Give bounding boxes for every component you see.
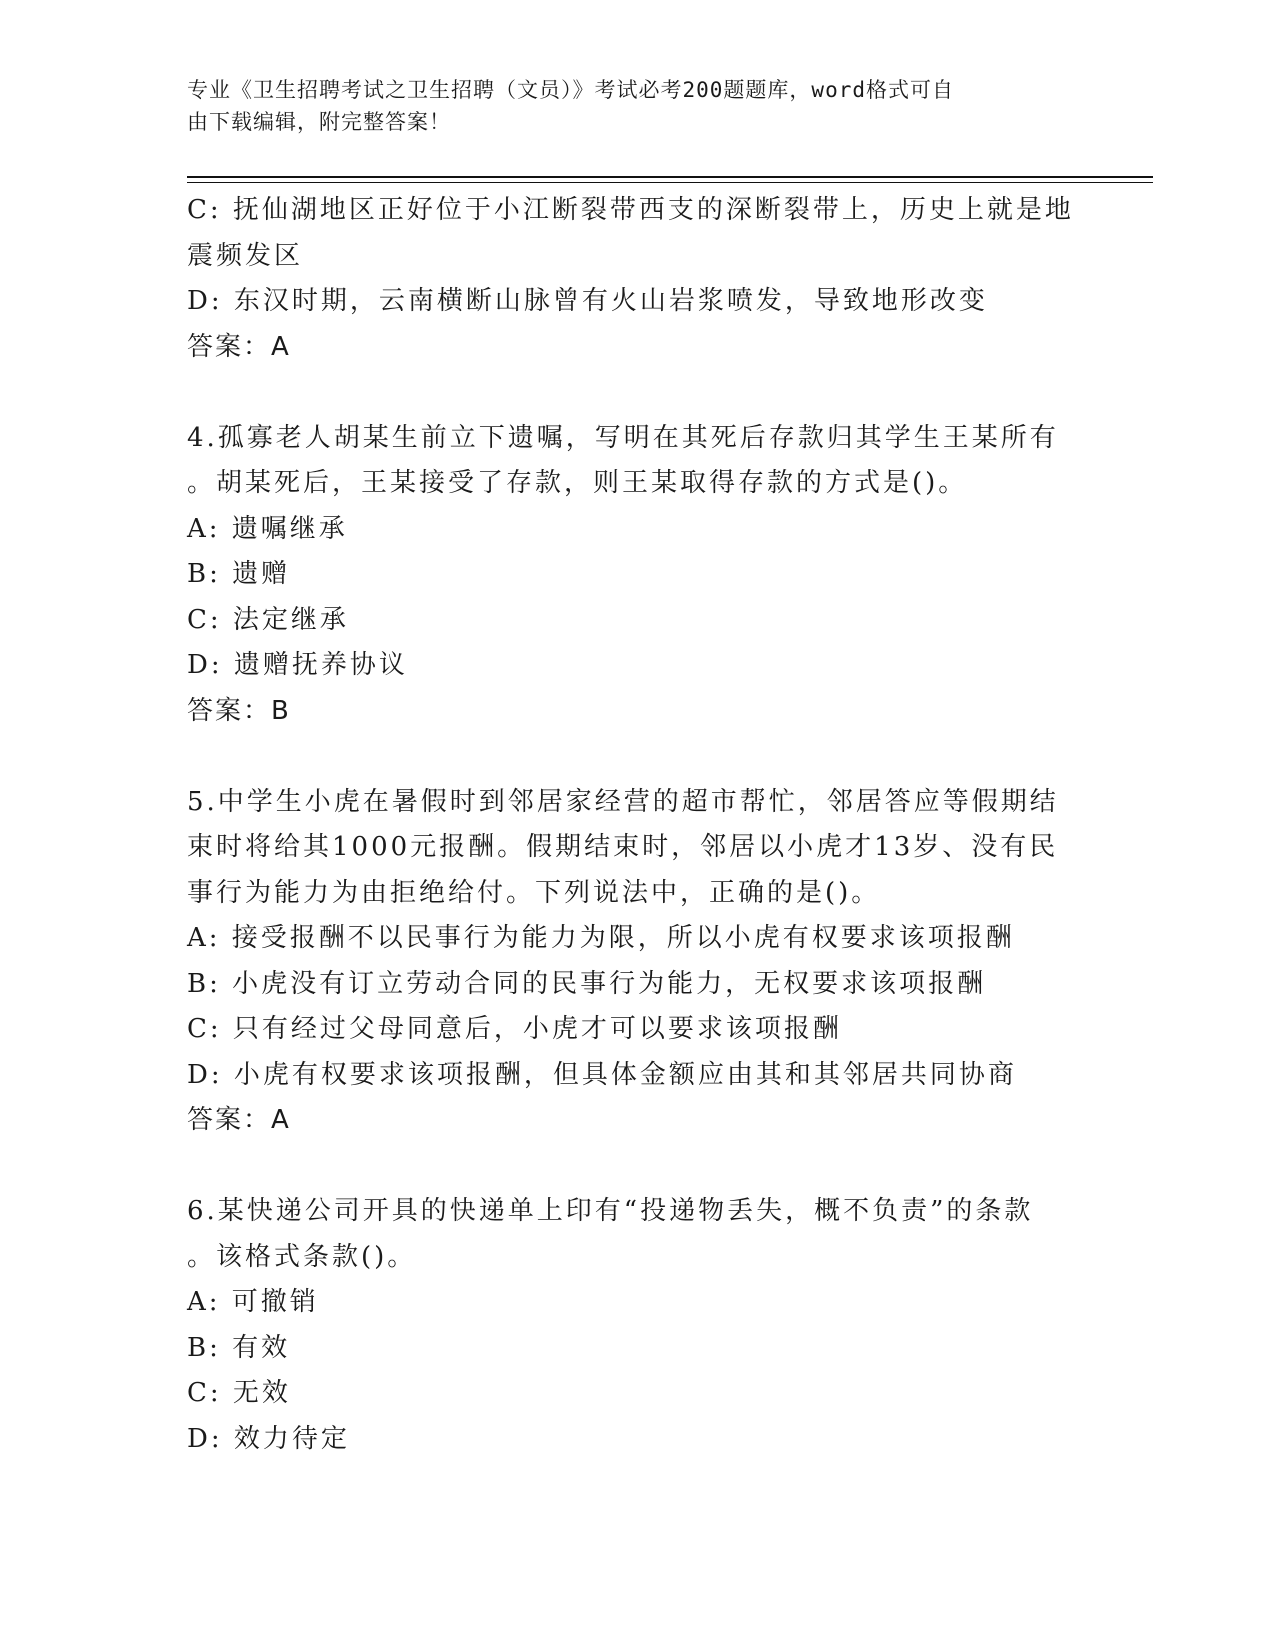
question-stem-line-1: 6.某快递公司开具的快递单上印有“投递物丢失，概不负责”的条款	[187, 1196, 1034, 1226]
option-b: B: 有效	[187, 1332, 291, 1363]
option-c: C: 只有经过父母同意后，小虎才可以要求该项报酬	[187, 1014, 842, 1044]
spacer	[187, 734, 1087, 780]
answer: 答案：B	[187, 695, 291, 726]
spacer	[187, 1144, 1087, 1190]
option-a: A: 可撤销	[187, 1287, 319, 1317]
question-stem-line-1: 4.孤寡老人胡某生前立下遗嘱，写明在其死后存款归其学生王某所有	[187, 422, 1059, 453]
question-4	[187, 416, 1087, 735]
option-d: D: 效力待定	[187, 1423, 350, 1454]
option-a: A: 接受报酬不以民事行为能力为限，所以小虎有权要求该项报酬	[187, 923, 1015, 953]
option-b: B: 小虎没有订立劳动合同的民事行为能力，无权要求该项报酬	[187, 968, 987, 999]
answer: 答案：A	[187, 331, 291, 362]
option-c-line-2: 震频发区	[187, 240, 304, 271]
option-c: C: 法定继承	[187, 604, 349, 635]
option-d: D: 遗赠抚养协议	[187, 650, 408, 680]
option-a: A: 遗嘱继承	[187, 513, 348, 544]
question-stem-line-1: 5.中学生小虎在暑假时到邻居家经营的超市帮忙，邻居答应等假期结	[187, 786, 1059, 817]
header-line-2: 由下载编辑，附完整答案！	[187, 110, 451, 134]
option-c-line-1: C: 抚仙湖地区正好位于小江断裂带西支的深断裂带上，历史上就是地	[187, 195, 1074, 225]
question-5	[187, 780, 1087, 1144]
question-stem-line-3: 事行为能力为由拒绝给付。下列说法中，正确的是()。	[187, 877, 881, 908]
document-header	[187, 74, 1067, 138]
question-content	[187, 188, 1087, 1462]
question-6	[187, 1189, 1087, 1462]
option-c: C: 无效	[187, 1378, 291, 1408]
question-3	[187, 188, 1087, 370]
question-stem-line-2: 束时将给其1000元报酬。假期结束时，邻居以小虎才13岁、没有民	[187, 832, 1059, 862]
option-d: D: 小虎有权要求该项报酬，但具体金额应由其和其邻居共同协商	[187, 1059, 1017, 1090]
answer: 答案：A	[187, 1105, 291, 1135]
header-rule-thick	[187, 176, 1153, 178]
option-b: B: 遗赠	[187, 559, 291, 589]
header-line-1: 专业《卫生招聘考试之卫生招聘（文员）》考试必考200题题库，word格式可自	[187, 78, 954, 102]
question-stem-line-2: 。胡某死后，王某接受了存款，则王某取得存款的方式是()。	[187, 468, 968, 498]
question-stem-line-2: 。该格式条款()。	[187, 1241, 417, 1272]
option-d: D: 东汉时期，云南横断山脉曾有火山岩浆喷发，导致地形改变	[187, 286, 988, 316]
header-rule-thin	[187, 182, 1153, 183]
spacer	[187, 370, 1087, 416]
